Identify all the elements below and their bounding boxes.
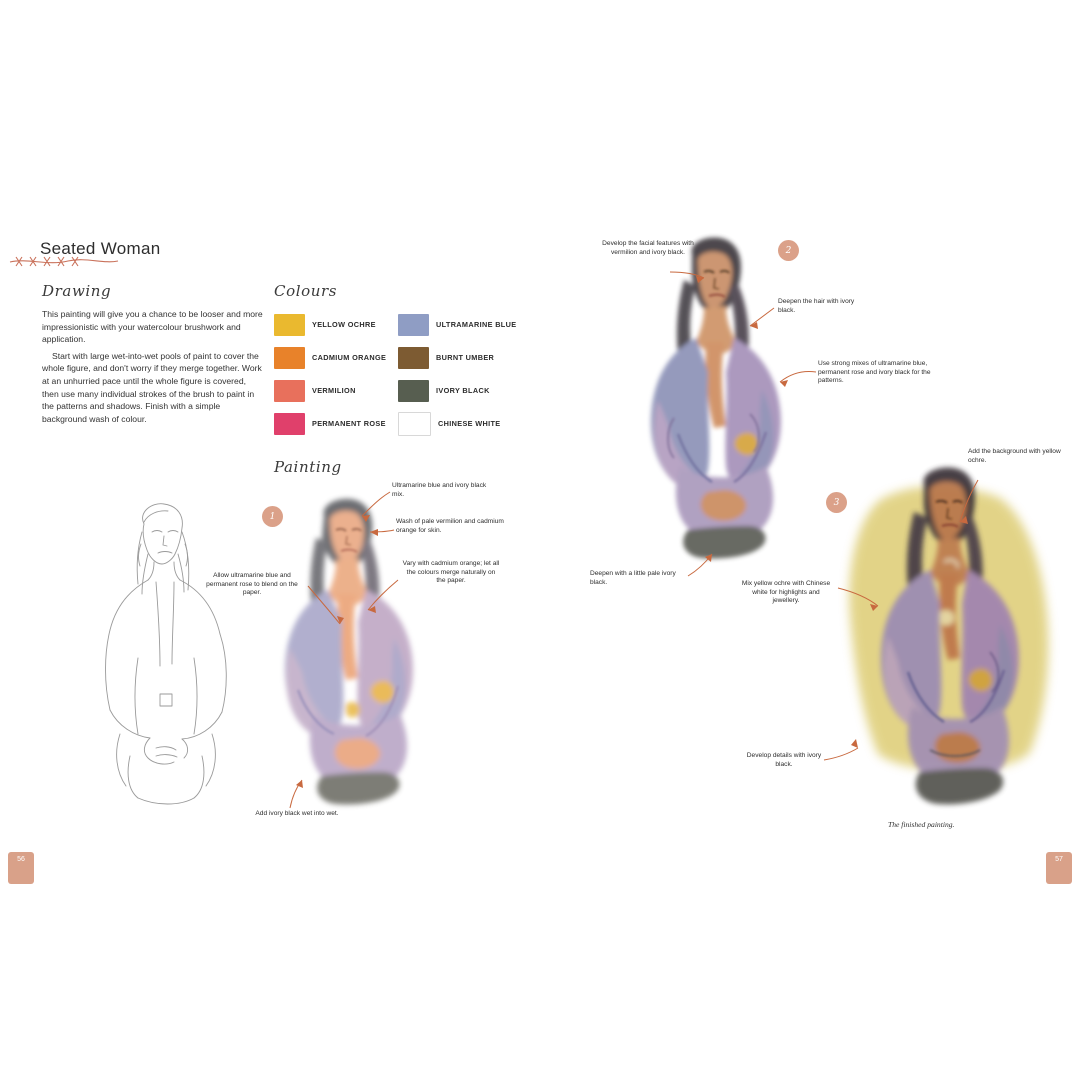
swatch-row bbox=[274, 374, 400, 407]
swatch-chip-chinese-white bbox=[398, 412, 431, 436]
section-heading-drawing: Drawing bbox=[42, 282, 112, 300]
annotation-step3-highlights: Mix yellow ochre with Chinese white for highlights and jewellery. bbox=[741, 580, 831, 605]
swatch-row bbox=[398, 308, 524, 341]
swatch-label: IVORY BLACK bbox=[436, 386, 490, 395]
intro-text bbox=[42, 308, 264, 425]
annotation-step2-deepen: Deepen with a little pale ivory black. bbox=[590, 570, 676, 586]
swatch-label: ULTRAMARINE BLUE bbox=[436, 320, 517, 329]
page-title: Seated Woman bbox=[40, 239, 161, 259]
swatch-label: PERMANENT ROSE bbox=[312, 419, 386, 428]
annotation-step1-ivory: Add ivory black wet into wet. bbox=[255, 810, 339, 817]
swatch-column-left bbox=[274, 308, 400, 440]
swatch-row bbox=[398, 407, 524, 440]
swatch-chip-vermilion bbox=[274, 380, 305, 402]
intro-paragraph-2: Start with large wet-into-wet pools of paint to cover the whole figure, and don't worry if they merge together. Work at an unhurried pace until the whole figure is covered, then use many individual strokes of the brush to paint in the patterns and shadows. Finish with a simple background wash of colour. bbox=[42, 350, 262, 424]
swatch-chip-ivory-black bbox=[398, 380, 429, 402]
swatch-chip-ultramarine-blue bbox=[398, 314, 429, 336]
step-number-1: 1 bbox=[262, 506, 283, 527]
swatch-chip-yellow-ochre bbox=[274, 314, 305, 336]
annotation-step1-ultramarine: Ultramarine blue and ivory black mix. bbox=[392, 482, 487, 498]
swatch-label: VERMILION bbox=[312, 386, 356, 395]
swatch-label: CADMIUM ORANGE bbox=[312, 353, 387, 362]
intro-paragraph-1: This painting will give you a chance to be looser and more impressionistic with your watercolour brushwork and application. bbox=[42, 309, 263, 345]
figure-caption: The finished painting. bbox=[888, 820, 955, 829]
annotation-step2-facial: Develop the facial features with vermilion and ivory black. bbox=[602, 240, 694, 256]
swatch-row bbox=[398, 341, 524, 374]
annotation-step2-patterns: Use strong mixes of ultramarine blue, permanent rose and ivory black for the patterns. bbox=[818, 360, 931, 385]
annotation-step1-blend: Allow ultramarine blue and permanent rose to blend on the paper. bbox=[206, 572, 298, 597]
swatch-column-right bbox=[398, 308, 524, 440]
swatch-chip-cadmium-orange bbox=[274, 347, 305, 369]
swatch-row bbox=[274, 407, 400, 440]
annotation-arrows-step3 bbox=[720, 440, 1080, 820]
section-heading-painting: Painting bbox=[274, 458, 342, 476]
swatch-row bbox=[398, 374, 524, 407]
swatch-row bbox=[274, 308, 400, 341]
swatch-label: CHINESE WHITE bbox=[438, 419, 501, 428]
annotation-step3-details: Develop details with ivory black. bbox=[746, 752, 822, 768]
page-number-right: 57 bbox=[1046, 852, 1072, 884]
swatch-chip-burnt-umber bbox=[398, 347, 429, 369]
swatch-label: BURNT UMBER bbox=[436, 353, 495, 362]
annotation-arrows-step1 bbox=[180, 470, 530, 840]
step-number-2: 2 bbox=[778, 240, 799, 261]
annotation-step1-skin: Wash of pale vermilion and cadmium orange for skin. bbox=[396, 518, 504, 534]
swatch-row bbox=[274, 341, 400, 374]
page-number-left: 56 bbox=[8, 852, 34, 884]
step-number-3: 3 bbox=[826, 492, 847, 513]
title-rule-decoration bbox=[8, 256, 116, 266]
section-heading-colours: Colours bbox=[274, 282, 338, 300]
annotation-step2-hair: Deepen the hair with ivory black. bbox=[778, 298, 855, 314]
swatch-label: YELLOW OCHRE bbox=[312, 320, 376, 329]
annotation-step1-vary: Vary with cadmium orange; let all the colours merge naturally on the paper. bbox=[402, 560, 500, 585]
annotation-step3-background: Add the background with yellow ochre. bbox=[968, 448, 1061, 464]
swatch-chip-permanent-rose bbox=[274, 413, 305, 435]
